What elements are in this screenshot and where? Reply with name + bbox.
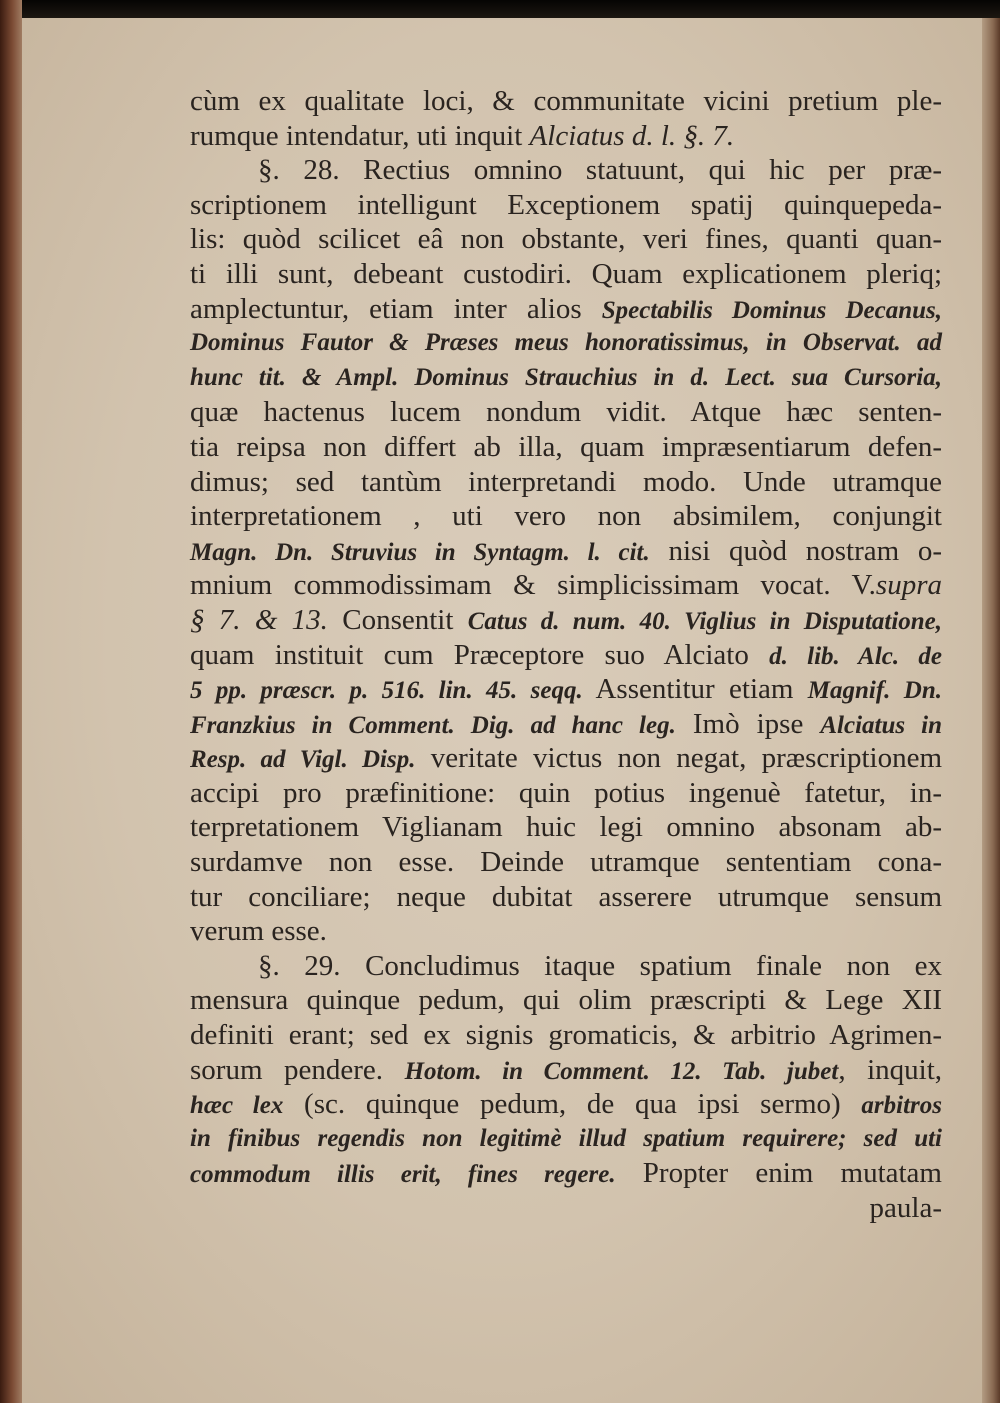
text-segment: terpretationem Viglianam huic legi omnino absonam ab- <box>190 811 942 844</box>
text-segment: (sc. quinque pedum, de qua ipsi sermo) <box>304 1088 841 1121</box>
text-line <box>190 949 942 984</box>
text-segment: quæ hactenus lucem nondum vidit. Atque hæc senten- <box>190 396 942 429</box>
text-line <box>190 603 942 638</box>
text-segment: accipi pro præfinitione: quin potius ingenuè fatetur, in- <box>190 776 942 809</box>
text-segment: Assentitur etiam <box>595 673 794 706</box>
text-line <box>190 395 942 430</box>
text-segment: verum esse. <box>190 915 327 948</box>
text-segment: tia reipsa non differt ab illa, quam impræsentiarum defen- <box>190 430 942 463</box>
text-segment: nisi quòd nostram o- <box>668 534 942 567</box>
text-line <box>190 845 942 880</box>
text-line <box>190 222 942 257</box>
text-segment: quam instituit cum Præceptore suo Alciato <box>190 638 749 671</box>
catchword <box>190 1191 942 1226</box>
text-segment: §. 28. Rectius omnino statuunt, qui hic per præ- <box>258 154 942 187</box>
text-segment: mnium commodissimam & simplicissimam vocat. V. <box>190 569 876 602</box>
text-segment: definiti erant; sed ex signis gromaticis, & arbitrio Agrimen- <box>190 1019 942 1052</box>
citation: hæc lex <box>190 1092 284 1120</box>
text-line <box>190 638 942 673</box>
citation: Alciatus in <box>820 711 942 739</box>
text-segment: interpretationem , uti vero non absimilem, conjungit <box>190 500 942 533</box>
text-segment: lis: quòd scilicet eâ non obstante, veri fines, quanti quan- <box>190 223 942 256</box>
text-line <box>190 672 942 707</box>
citation: Magn. Dn. Struvius in Syntagm. l. cit. <box>190 538 650 566</box>
text-line <box>190 741 942 776</box>
text-segment: veritate victus non negat, præscriptionem <box>430 742 942 775</box>
text-segment: in finibus regendis non legitimè illud spatium requirere; sed uti <box>190 1124 942 1152</box>
text-line <box>190 707 942 742</box>
text-line <box>190 153 942 188</box>
text-segment: Imò ipse <box>692 707 804 740</box>
text-segment: Propter enim mutatam <box>642 1157 942 1190</box>
text-line <box>190 188 942 223</box>
text-line <box>190 1018 942 1053</box>
text-line <box>190 880 942 915</box>
text-line <box>190 257 942 292</box>
text-line <box>190 119 942 154</box>
text-line <box>190 499 942 534</box>
text-line <box>190 292 942 327</box>
text-segment: ti illi sunt, debeant custodiri. Quam explicationem pleriq; <box>190 257 942 290</box>
text-segment: dimus; sed tantùm interpretandi modo. Unde utramque <box>190 465 942 498</box>
text-segment: , inquit, <box>838 1053 943 1086</box>
text-segment: sorum pendere. <box>190 1053 384 1086</box>
citation: Hotom. in Comment. 12. Tab. jubet <box>404 1057 839 1085</box>
text-line <box>190 810 942 845</box>
citation: Spectabilis Dominus Decanus, <box>601 296 943 324</box>
text-segment: paula- <box>869 1192 942 1224</box>
text-segment: tur conciliare; neque dubitat asserere utrumque sensum <box>190 880 942 913</box>
text-segment: mensura quinque pedum, qui olim præscripti & Lege XII <box>190 984 942 1017</box>
citation: arbitros <box>861 1092 943 1120</box>
text-line <box>190 361 942 396</box>
citation: Franzkius in Comment. Dig. ad hanc leg. <box>190 711 676 739</box>
scan-top-border <box>0 0 1000 18</box>
text-line <box>190 534 942 569</box>
text-line <box>190 983 942 1018</box>
text-line <box>190 1122 942 1157</box>
text-segment: rumque intendatur, uti inquit <box>190 119 523 152</box>
text-line <box>190 1087 942 1122</box>
citation: supra <box>875 569 942 602</box>
text-segment: §. 29. Concludimus itaque spatium finale non ex <box>258 949 942 982</box>
citation: § 7. & 13. <box>190 603 328 636</box>
citation: d. lib. Alc. de <box>769 642 942 670</box>
citation: 5 pp. præscr. p. 516. lin. 45. seqq. <box>190 677 583 705</box>
text-line <box>190 465 942 500</box>
text-segment: surdamve non esse. Deinde utramque sententiam cona- <box>190 846 942 879</box>
text-segment: cùm ex qualitate loci, & communitate vicini pretium ple- <box>190 85 942 117</box>
page-text <box>190 84 942 1226</box>
citation: Alciatus d. l. §. 7. <box>529 119 735 152</box>
citation: Resp. ad Vigl. Disp. <box>190 746 416 774</box>
text-segment: Consentit <box>342 603 454 636</box>
text-line <box>190 326 942 361</box>
text-segment: hunc tit. & Ampl. Dominus Strauchius in d. Lect. sua Cursoria, <box>190 363 942 391</box>
text-line <box>190 430 942 465</box>
text-line <box>190 84 942 119</box>
citation: Magnif. Dn. <box>807 677 942 705</box>
text-line <box>190 1053 942 1088</box>
text-line <box>190 568 942 603</box>
page-left-edge <box>0 0 22 1403</box>
text-segment: amplectuntur, etiam inter alios <box>190 292 582 325</box>
text-segment: scriptionem intelligunt Exceptionem spatij quinquepeda- <box>190 188 942 221</box>
text-line <box>190 776 942 811</box>
text-line <box>190 1156 942 1191</box>
citation: Catus d. num. 40. Viglius in Disputatione, <box>467 607 943 635</box>
page-right-edge <box>982 18 1000 1403</box>
text-line <box>190 914 942 949</box>
citation: commodum illis erit, fines regere. <box>190 1161 616 1189</box>
text-segment: Dominus Fautor & Præses meus honoratissimus, in Observat. ad <box>190 329 942 357</box>
